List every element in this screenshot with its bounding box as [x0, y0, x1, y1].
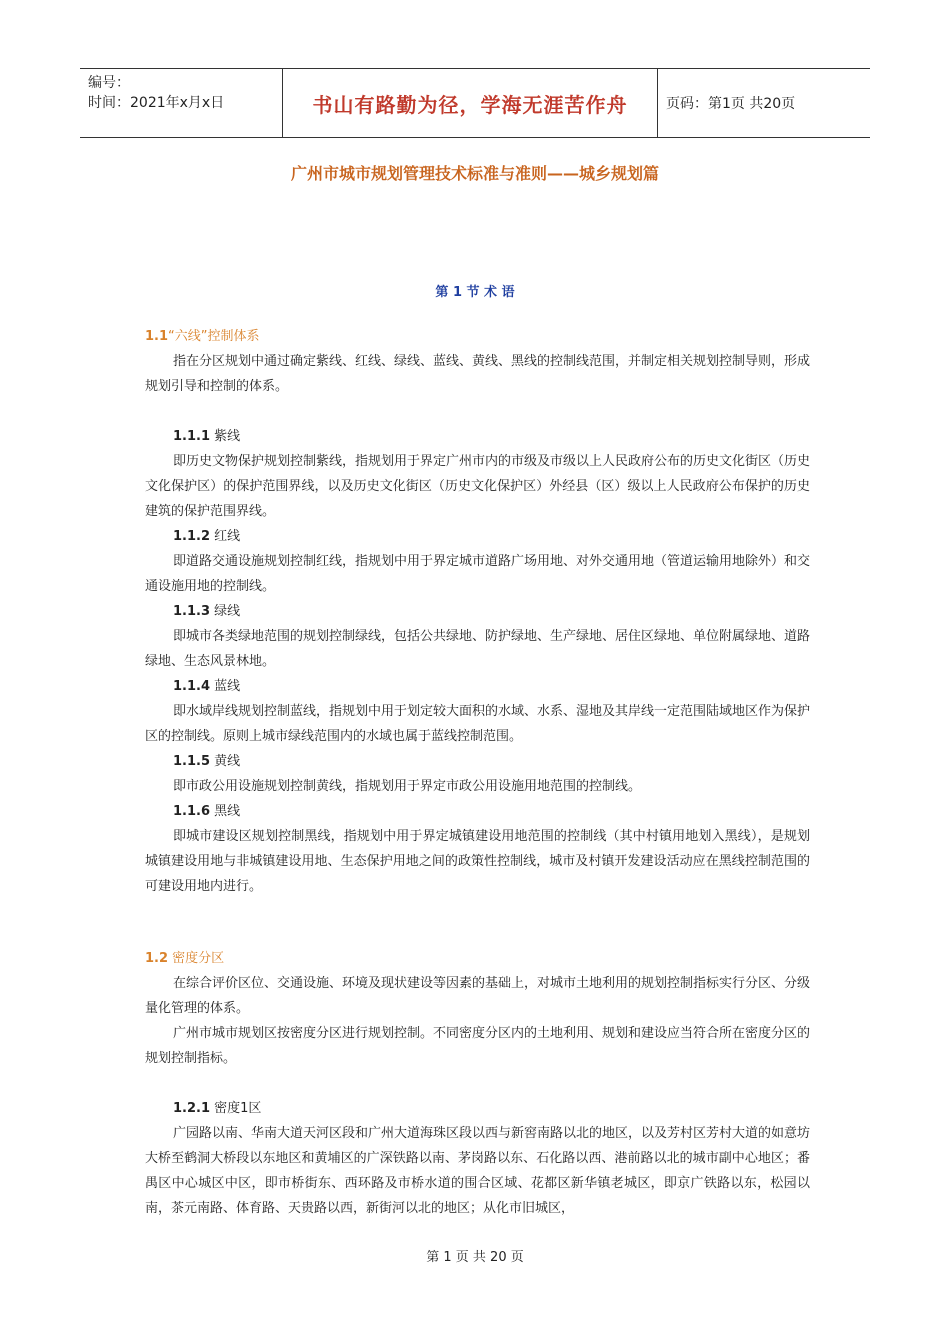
header-left-cell — [80, 69, 282, 137]
page-footer: 第 1 页 共 20 页 — [426, 1250, 524, 1265]
heading-1-1-2: 1.1.2 红线 — [173, 529, 241, 544]
section-1-2-1 — [145, 1096, 810, 1221]
time-label: 时间：2021年x月x日 — [88, 95, 225, 111]
paragraph: 广州市城市规划区按密度分区进行规划控制。不同密度分区内的土地利用、规划和建设应当符合所在密度分区的规划控制指标。 — [145, 1026, 811, 1066]
heading-1-2: 1.2 密度分区 — [145, 951, 225, 966]
paragraph: 即历史文物保护规划控制紫线，指规划用于界定广州市内的市级及市级以上人民政府公布的历史文化街区（历史文化保护区）的保护范围界线，以及历史文化街区（历史文化保护区）外经县（区）级以上人民政府公布保护的历史建筑的保护范围界线。 — [145, 454, 811, 519]
motto: 书山有路勤为径，学海无涯苦作舟 — [282, 69, 658, 137]
heading-1-1-3: 1.1.3 绿线 — [173, 604, 241, 619]
section-1-1-items — [145, 424, 810, 899]
header-table — [80, 68, 870, 138]
heading-1-1-6: 1.1.6 黑线 — [173, 804, 241, 819]
heading-1-1-5: 1.1.5 黄线 — [173, 754, 241, 769]
paragraph: 在综合评价区位、交通设施、环境及现状建设等因素的基础上，对城市土地利用的规划控制指标实行分区、分级量化管理的体系。 — [145, 976, 811, 1016]
heading-1-1-1: 1.1.1 紫线 — [173, 429, 241, 444]
paragraph: 即市政公用设施规划控制黄线，指规划用于界定市政公用设施用地范围的控制线。 — [173, 779, 642, 794]
heading-1-1: 1.1“六线”控制体系 — [145, 329, 260, 344]
page-info: 页码：第1页 共20页 — [666, 96, 796, 112]
heading-1-2-1: 1.2.1 密度1区 — [173, 1101, 262, 1116]
paragraph: 即道路交通设施规划控制红线，指规划中用于界定城市道路广场用地、对外交通用地（管道运输用地除外）和交通设施用地的控制线。 — [145, 554, 811, 594]
number-label: 编号： — [88, 75, 130, 91]
section-title: 第 1 节 术 语 — [435, 285, 515, 300]
paragraph: 即城市建设区规划控制黑线，指规划中用于界定城镇建设用地范围的控制线（其中村镇用地划入黑线），是规划城镇建设用地与非城镇建设用地、生态保护用地之间的政策性控制线，城市及村镇开发建设活动应在黑线控制范围的可建设用地内进行。 — [145, 829, 810, 894]
section-1-2 — [145, 946, 810, 1071]
paragraph: 广园路以南、华南大道天河区段和广州大道海珠区段以西与新窖南路以北的地区，以及芳村区芳村大道的如意坊大桥至鹤洞大桥段以东地区和黄埔区的广深铁路以南、茅岗路以东、石化路以西、港前路以北的城市副中心地区；番禺区中心城区中区，即市桥街东、西环路及市桥水道的围合区域、花都区新华镇老城区，即京广铁路以东，松园以南，茶元南路、体育路、天贵路以西，新街河以北的地区；从化市旧城区， — [145, 1126, 811, 1216]
document-title: 广州市城市规划管理技术标准与准则——城乡规划篇 — [290, 164, 659, 183]
section-1-1 — [145, 324, 810, 399]
paragraph: 即水域岸线规划控制蓝线，指规划中用于划定较大面积的水域、水系、湿地及其岸线一定范围陆域地区作为保护区的控制线。原则上城市绿线范围内的水域也属于蓝线控制范围。 — [145, 704, 811, 744]
paragraph: 即城市各类绿地范围的规划控制绿线，包括公共绿地、防护绿地、生产绿地、居住区绿地、单位附属绿地、道路绿地、生态风景林地。 — [145, 629, 811, 669]
paragraph: 指在分区规划中通过确定紫线、红线、绿线、蓝线、黄线、黑线的控制线范围，并制定相关规划控制导则，形成规划引导和控制的体系。 — [145, 354, 811, 394]
heading-1-1-4: 1.1.4 蓝线 — [173, 679, 241, 694]
